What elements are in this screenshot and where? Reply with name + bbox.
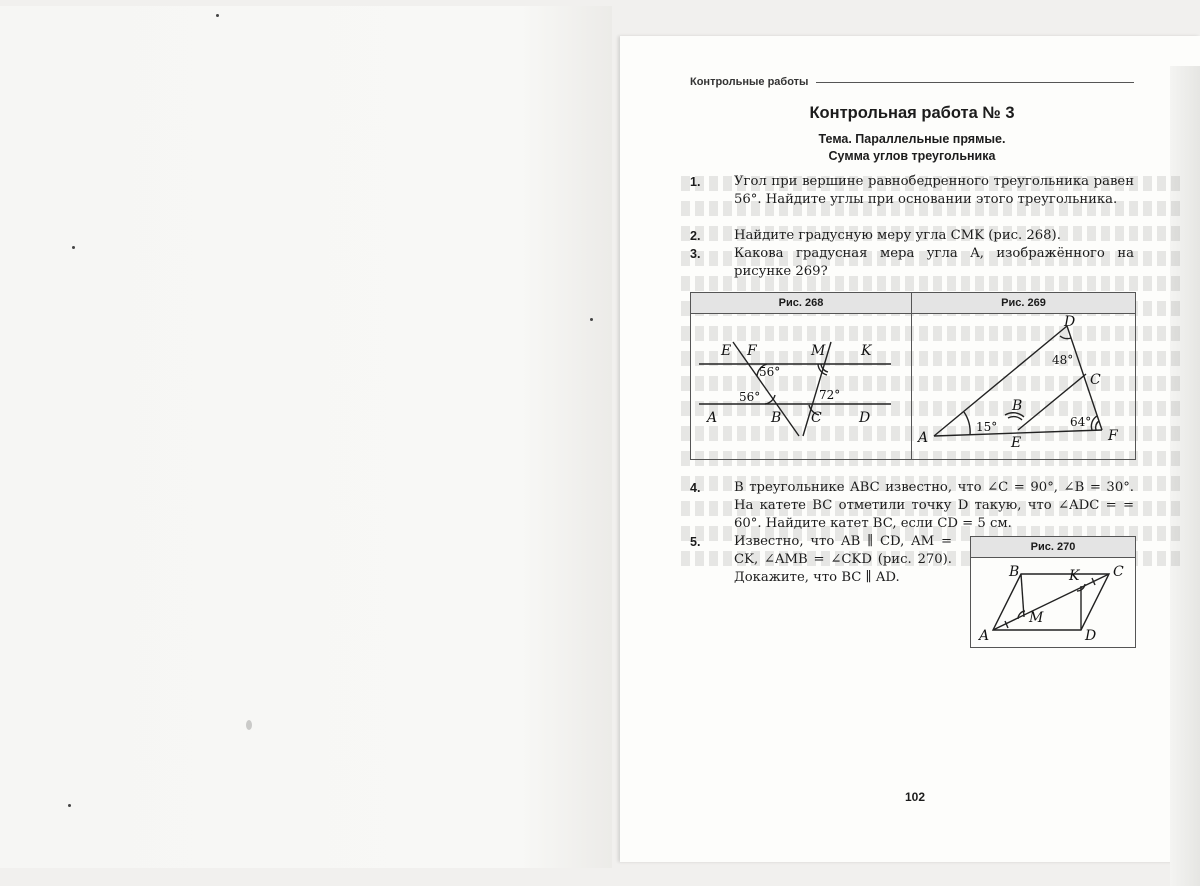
label-K: K: [861, 343, 872, 359]
left-page: [0, 6, 612, 868]
segment-bm: [1021, 574, 1024, 617]
theme-line-1: Тема. Параллельные прямые.: [818, 132, 1006, 146]
page-title: Контрольная работа № 3: [809, 104, 1015, 122]
label-D: D: [859, 410, 871, 426]
label-F: F: [1108, 428, 1118, 444]
side-ad: [934, 326, 1067, 436]
problem-5: [690, 533, 952, 587]
theme: [690, 131, 1134, 165]
label-M: M: [1029, 610, 1044, 626]
angle-value: 48°: [1052, 353, 1074, 367]
problem-text: Найдите градусную меру угла CMK (рис. 268).: [734, 228, 1061, 243]
label-A: A: [707, 410, 718, 426]
label-E: E: [1011, 435, 1022, 451]
speck: [68, 804, 71, 807]
figure-caption-269: Рис. 269: [912, 293, 1135, 314]
problem-text: В треугольнике ABC известно, что ∠C = 90°, ∠B = 30°. На катете BC отметили точку D такую, что ∠ADC = = 60°. Найдите катет BC, если CD = 5 см.: [734, 480, 1134, 531]
angle-arc: [1096, 421, 1099, 430]
problem-text: Угол при вершине равнобедренного треугольника равен 56°. Найдите углы при основании этого треугольника.: [734, 174, 1134, 207]
problem-2: [690, 227, 1134, 245]
label-A: A: [918, 430, 929, 446]
figure-caption-270: Рис. 270: [971, 537, 1135, 558]
figure-caption-268: Рис. 268: [691, 293, 911, 314]
problem-text: Известно, что AB ∥ CD, AM = CK, ∠AMB = ∠CKD (рис. 270). Докажите, что BC ∥ AD.: [734, 534, 952, 585]
figure-269: [912, 314, 1135, 459]
angle-arc: [964, 412, 970, 435]
diagonal-ac: [993, 574, 1109, 630]
angle-arc: [765, 395, 775, 404]
page-number: 102: [904, 790, 926, 804]
problem-text: Какова градусная мера угла A, изображённого на рисунке 269?: [734, 246, 1134, 279]
problem-number: 3.: [690, 247, 701, 261]
theme-line-2: Сумма углов треугольника: [828, 149, 996, 163]
problem-number: 5.: [690, 535, 701, 549]
problem-1: [690, 173, 1134, 209]
speck: [216, 14, 219, 17]
label-A: A: [979, 628, 990, 644]
speck: [246, 720, 252, 730]
label-D: D: [1064, 314, 1076, 330]
speck: [72, 246, 75, 249]
figure-270-box: [970, 536, 1136, 648]
angle-value: 56°: [739, 390, 761, 404]
right-page: [620, 36, 1200, 862]
running-head: [690, 76, 1134, 88]
label-M: M: [811, 343, 826, 359]
label-B: B: [1012, 398, 1023, 414]
angle-value: 15°: [976, 420, 998, 434]
label-C: C: [1090, 372, 1101, 388]
figure-268: [691, 314, 911, 459]
label-D: D: [1085, 628, 1097, 644]
problem-number: 2.: [690, 229, 701, 243]
label-B: B: [771, 410, 782, 426]
transversal-ec: [733, 342, 799, 436]
angle-value: 64°: [1070, 415, 1092, 429]
label-E: E: [721, 343, 732, 359]
angle-value: 56°: [759, 365, 781, 379]
label-B: B: [1009, 564, 1020, 580]
running-head-text: Контрольные работы: [690, 76, 809, 88]
angle-value: 72°: [819, 388, 841, 402]
label-C: C: [811, 410, 822, 426]
figure-270: [971, 558, 1135, 648]
angle-arc: [1008, 417, 1022, 420]
running-head-rule: [816, 82, 1134, 83]
problem-4: [690, 479, 1134, 533]
problem-number: 1.: [690, 175, 701, 189]
problem-3: [690, 245, 1134, 281]
speck: [590, 318, 593, 321]
problem-number: 4.: [690, 481, 701, 495]
label-F: F: [747, 343, 757, 359]
label-K: K: [1069, 568, 1080, 584]
label-C: C: [1113, 564, 1124, 580]
angle-arc: [1060, 336, 1071, 339]
page-edge: [1170, 66, 1200, 886]
figure-table: [690, 292, 1136, 460]
